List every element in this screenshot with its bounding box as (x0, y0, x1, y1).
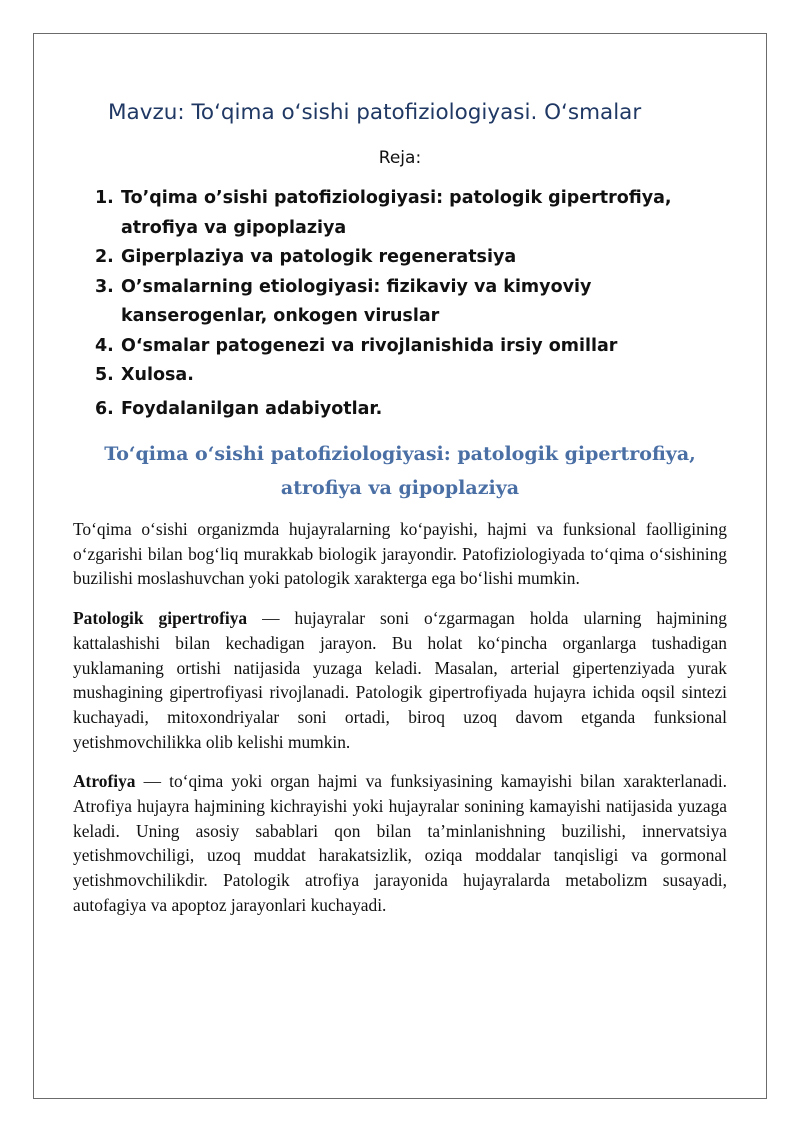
plan-item (95, 243, 727, 273)
plan-item-number: 6. (95, 398, 114, 419)
plan-item-text: To’qima o’sishi patofiziologiyasi: patologik gipertrofiya, atrofiya va gipoplaziya (121, 188, 672, 238)
plan-item-text: O‘smalar patogenezi va rivojlanishida irsiy omillar (121, 335, 618, 356)
plan-item-number: 3. (95, 276, 114, 297)
document-title: Mavzu: To‘qima o‘sishi patofiziologiyasi. O‘smalar (108, 100, 642, 125)
plan-list (73, 184, 727, 424)
paragraph-text: To‘qima o‘sishi organizmda hujayralarning ko‘payishi, hajmi va funksional faolligining o‘zgarishi bilan bog‘liq murakkab biologik jarayondir. Patofiziologiyada to‘qima o‘sishining buzilishi moslashuvchan yoki patologik xarakterga ega bo‘lishi mumkin. (73, 519, 727, 589)
plan-item-number: 1. (95, 188, 114, 208)
paragraph-text: — to‘qima yoki organ hajmi va funksiyasining kamayishi bilan xarakterlanadi. Atrofiya hujayra hajmining kichrayishi yoki hujayralar sonining kamayishi natijasida yuzaga keladi. Uning asosiy sabablari qon bilan ta’minlanishning buzilishi, innervatsiya yetishmovchiligi, uzoq muddat harakatsizlik, oziqa moddalar tanqisligi va gormonal yetishmovchilikdir. Patologik atrofiya jarayonida hujayralarda metabolizm susayadi, autofagiya va apoptoz jarayonlari kuchayadi. (73, 771, 727, 915)
plan-item-text: Foydalanilgan adabiyotlar. (121, 398, 383, 419)
paragraph-term: Atrofiya (73, 771, 136, 792)
plan-item (95, 361, 727, 391)
paragraph-intro (73, 517, 727, 591)
plan-item-number: 4. (95, 335, 114, 356)
plan-item (95, 184, 727, 243)
paragraph-term: Patologik gipertrofiya (73, 608, 248, 629)
plan-heading: Reja: (378, 148, 422, 168)
paragraph-hypertrophy (73, 606, 727, 754)
paragraph-text: — hujayralar soni o‘zgarmagan holda ularning hajmining kattalashishi bilan kechadigan jarayon. Bu holat ko‘pincha organlarga tushadigan yuklamaning ortishi natijasida yuzaga keladi. Masalan, arterial gipertenziyada yurak mushagining gipertrofiyasi rivojlanadi. Patologik gipertrofiyada hujayra ichida oqsil sintezi kuchayadi, mitoxondriyalar soni ortadi, biroq uzoq davom etganda funksional yetishmovchilikka olib kelishi mumkin. (73, 608, 727, 752)
plan-item-text: O’smalarning etiologiyasi: fizikaviy va kimyoviy kanserogenlar, onkogen viruslar (121, 276, 592, 326)
paragraph-atrophy (73, 769, 727, 917)
section-heading: To‘qima o‘sishi patofiziologiyasi: patologik gipertrofiya, atrofiya va gipoplaziya (104, 443, 696, 499)
plan-item (95, 332, 727, 362)
plan-item-text: Giperplaziya va patologik regeneratsiya (121, 247, 517, 267)
plan-item (95, 395, 727, 425)
plan-item-number: 2. (95, 247, 114, 267)
plan-item-number: 5. (95, 365, 114, 385)
document-body (73, 96, 727, 933)
plan-item-text: Xulosa. (121, 365, 194, 385)
plan-item (95, 273, 727, 332)
